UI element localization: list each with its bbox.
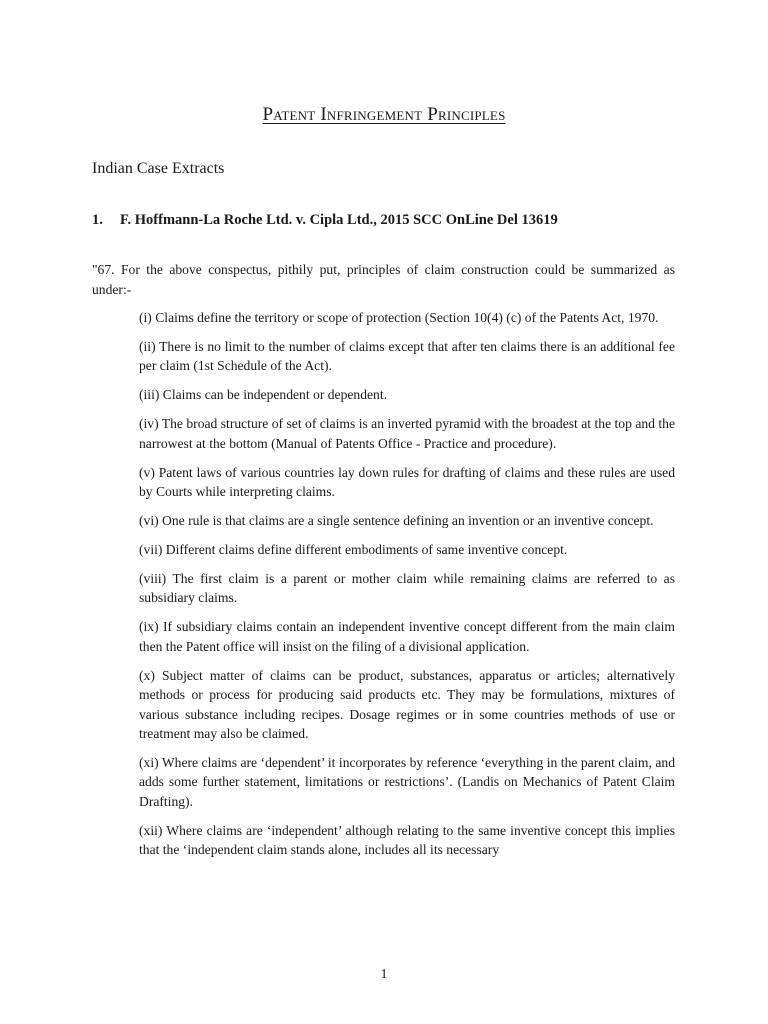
principles-list bbox=[139, 308, 675, 869]
document-title: Patent Infringement Principles bbox=[262, 104, 506, 125]
page-number: 1 bbox=[380, 966, 388, 981]
principle-item: (ii) There is no limit to the number of claims except that after ten claims there is an additional fee per claim (1st Schedule of the Act). bbox=[139, 338, 675, 374]
principle-item: (iv) The broad structure of set of claims is an inverted pyramid with the broadest at the top and the narrowest at the bottom (Manual of Patents Office - Practice and procedure). bbox=[139, 416, 675, 451]
principle-item: (xii) Where claims are ‘independent’ although relating to the same inventive concept this implies that the ‘independent claim stands alone, includes all its necessary bbox=[139, 822, 675, 858]
principle-item: (v) Patent laws of various countries lay down rules for drafting of claims and these rules are used by Courts while interpreting claims. bbox=[139, 464, 675, 500]
principle-item: (vi) One rule is that claims are a single sentence defining an invention or an inventive concept. bbox=[139, 512, 654, 528]
principle-item: (i) Claims define the territory or scope of protection (Section 10(4) (c) of the Patents Act, 1970. bbox=[139, 310, 659, 325]
principle-item: (x) Subject matter of claims can be product, substances, apparatus or articles; alternatively methods or process for producing said products etc. They may be formulations, mixtures of various substance including recipes. Dosage regimes or in some countries methods of use or treatment may also be claimed. bbox=[139, 667, 675, 742]
case-heading bbox=[92, 212, 558, 229]
lead-paragraph: "67. For the above conspectus, pithily put, principles of claim construction could be summarized as under:- bbox=[92, 262, 675, 297]
principle-item: (viii) The first claim is a parent or mother claim while remaining claims are referred to as subsidiary claims. bbox=[139, 570, 675, 606]
principle-item: (iii) Claims can be independent or dependent. bbox=[139, 387, 388, 403]
document-subtitle: Indian Case Extracts bbox=[92, 160, 225, 177]
principle-item: (vii) Different claims define different embodiments of same inventive concept. bbox=[139, 541, 568, 557]
case-citation: F. Hoffmann-La Roche Ltd. v. Cipla Ltd., 2015 SCC OnLine Del 13619 bbox=[120, 212, 558, 228]
principle-item: (ix) If subsidiary claims contain an independent inventive concept different from the main claim then the Patent office will insist on the filing of a divisional application. bbox=[139, 619, 675, 654]
principle-item: (xi) Where claims are ‘dependent’ it incorporates by reference ‘everything in the parent claim, and adds some further statement, limitations or restrictions’. (Landis on Mechanics of Patent Claim Drafting). bbox=[139, 754, 675, 809]
case-number: 1. bbox=[92, 212, 103, 228]
